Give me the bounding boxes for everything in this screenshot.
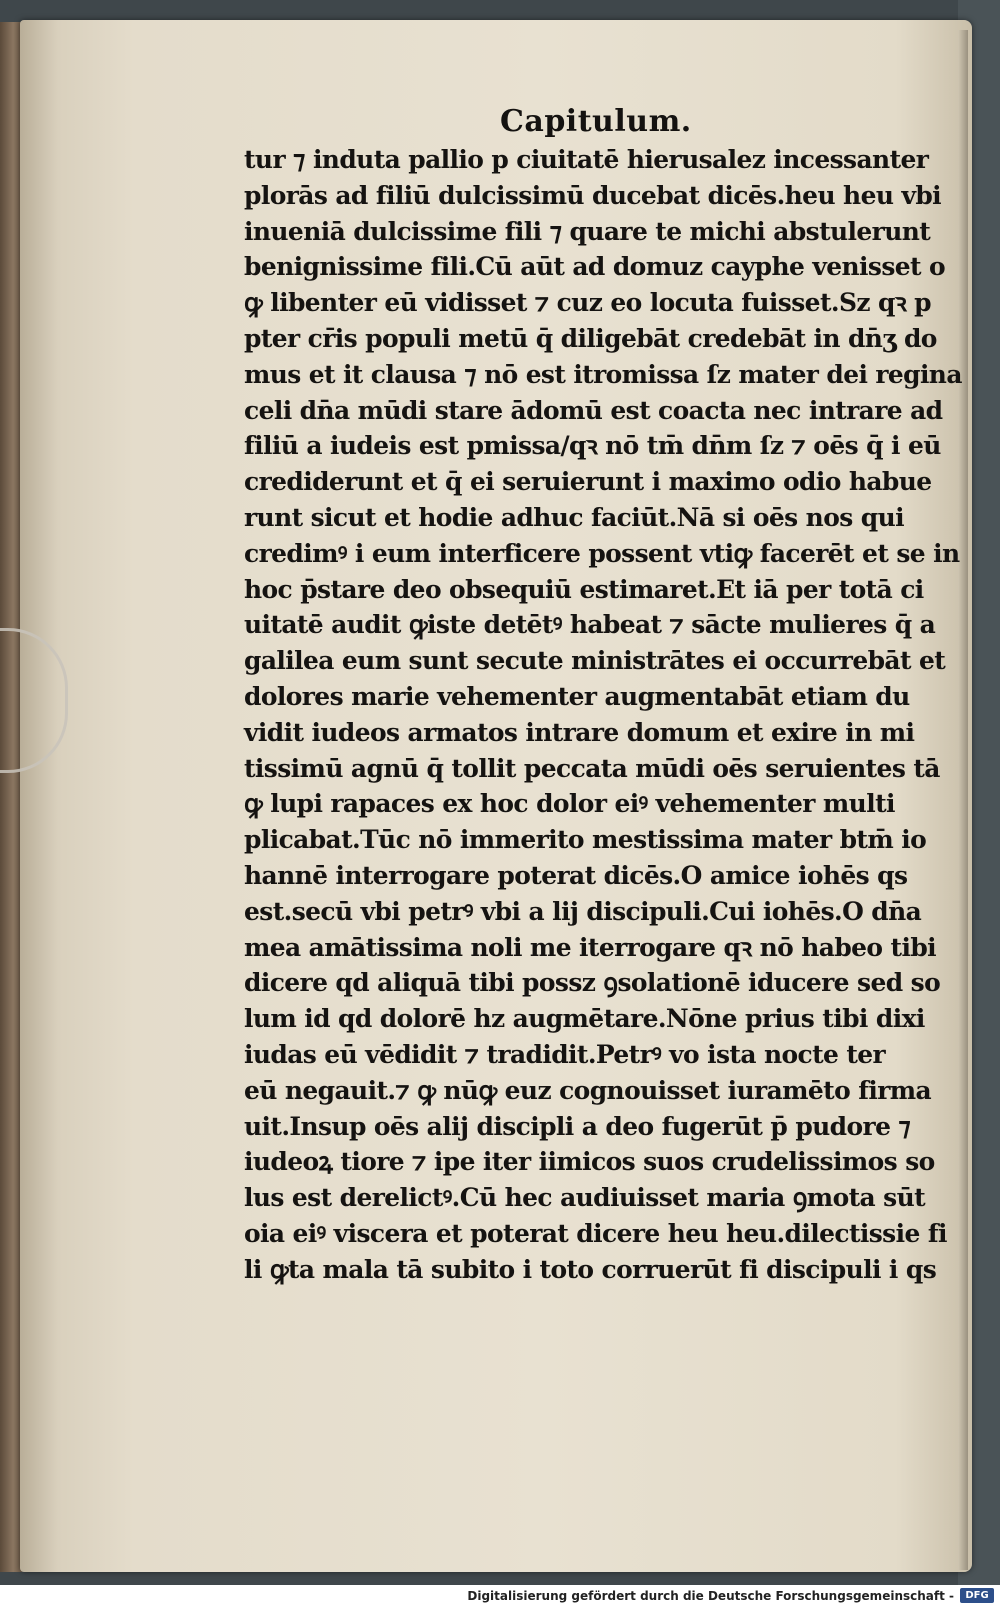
- text-line: galilea eum sunt secute ministrātes ei occurrebāt et: [244, 646, 946, 676]
- text-line: dolores marie vehementer augmentabāt etiam du: [244, 681, 910, 711]
- text-line: filiū a iudeis est pmissa/qꝛ nō tm̄ dn̄m ſz ⁊ oēs q̄ i eū: [244, 431, 941, 461]
- text-line: plorās ad filiū dulcissimū ducebat dicēs.heu heu vbi: [244, 180, 942, 210]
- text-line: mea amātissima noli me iterrogare qꝛ nō habeo tibi: [244, 932, 937, 962]
- text-line: hannē interrogare poterat dicēs.O amice iohēs qs: [244, 860, 908, 890]
- text-line: ꝙ lupi rapaces ex hoc dolor eiꝰ vehementer multi: [244, 789, 895, 819]
- text-line: uitatē audit ꝙiste detētꝰ habeat ⁊ sācte mulieres q̄ a: [244, 610, 936, 640]
- text-line: est.secū vbi petrꝰ vbi a lij discipuli.Cui iohēs.O dn̄a: [244, 896, 922, 926]
- text-line: credimꝰ i eum interficere possent vtiꝙ facerēt et se in: [244, 538, 960, 568]
- text-line: eū negauit.⁊ ꝙ nūꝙ euz cognouisset iuramēto firma: [244, 1075, 932, 1105]
- text-line: pter cr̄is populi metū q̄ diligebāt credebāt in dn̄ʒ do: [244, 323, 937, 353]
- text-line: tur ⁊ induta pallio p ciuitatē hierusalez incessanter: [244, 145, 929, 174]
- text-line: lus est derelictꝰ.Cū hec audiuisset maria ꝯmota sūt: [244, 1183, 926, 1213]
- text-line: oia eiꝰ viscera et poterat dicere heu heu.dilectissie fi: [244, 1218, 947, 1248]
- text-line: hoc p̄stare deo obsequiū estimaret.Et iā per totā ci: [244, 574, 924, 604]
- text-line: iudas eū vēdidit ⁊ tradidit.Petrꝰ vo ista nocte ter: [244, 1039, 886, 1069]
- text-line: li ꝙta mala tā subito i toto corruerūt fi discipuli i qs: [244, 1254, 937, 1284]
- page-text: [244, 142, 964, 1288]
- text-line: vidit iudeos armatos intrare domum et exire in mi: [244, 717, 915, 747]
- text-line: plicabat.Tūc nō immerito mestissima mater btm̄ io: [244, 825, 927, 855]
- footer-bar: [0, 1585, 1000, 1608]
- text-line: benignissime fili.Cū aūt ad domuz cayphe venisset o: [244, 252, 946, 282]
- text-line: dicere qd aliquā tibi possz ꝯsolationē iducere sed so: [244, 968, 941, 998]
- text-line: iudeoꝝ tiore ⁊ ipe iter iimicos suos crudelissimos so: [244, 1147, 935, 1177]
- dfg-logo: DFG: [960, 1588, 994, 1603]
- text-line: mus et it clausa ⁊ nō est itromissa ſz mater dei regina: [244, 359, 962, 389]
- text-line: uit.Insup oēs alij discipli a deo fugerūt p̄ pudore ⁊: [244, 1111, 911, 1141]
- funding-credit: Digitalisierung gefördert durch die Deutsche Forschungsgemeinschaft -: [467, 1589, 954, 1603]
- text-line: tissimū agnū q̄ tollit peccata mūdi oēs seruientes tā: [244, 753, 940, 783]
- chapter-heading: Capitulum.: [500, 104, 692, 139]
- text-line: inueniā dulcissime fili ⁊ quare te michi abstulerunt: [244, 216, 931, 246]
- text-line: lum id qd dolorē hz augmētare.Nōne prius tibi dixi: [244, 1004, 925, 1034]
- text-line: runt sicut et hodie adhuc faciūt.Nā si oēs nos qui: [244, 502, 904, 532]
- book-cover-board: [0, 22, 22, 1572]
- text-line: crediderunt et q̄ ei seruierunt i maximo odio habue: [244, 467, 932, 497]
- text-line: ꝙ libenter eū vidisset ⁊ cuz eo locuta fuisset.Sz qꝛ p: [244, 288, 931, 318]
- text-line: celi dn̄a mūdi stare ādomū est coacta nec intrare ad: [244, 395, 943, 425]
